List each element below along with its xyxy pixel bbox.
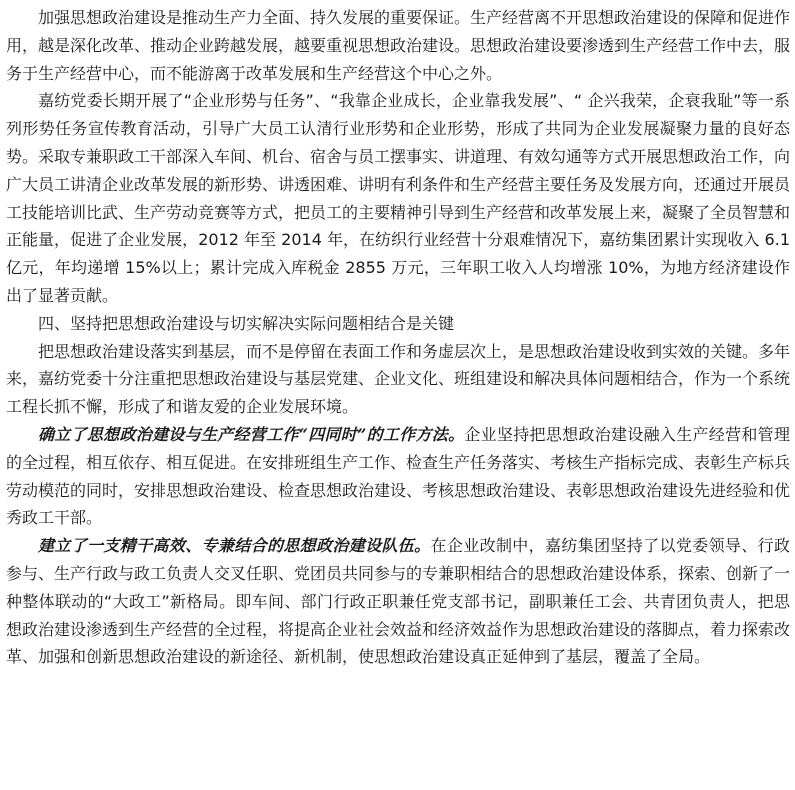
section-heading-four: 四、坚持把思想政治建设与切实解决实际问题相结合是关键 [38, 313, 455, 333]
paragraph-political-guarantee: 加强思想政治建设是推动生产力全面、持久发展的重要保证。生产经营离不开思想政治建设的保障和促进作用，越是深化改革、推动企业跨越发展，越要重视思想政治建设。思想政治建设要渗透到生产经营工作中去，服务于生产经营中心，而不能游离于改革发展和生产经营这个中心之外。 [6, 8, 791, 83]
paragraph-body-four-simultaneous: 企业坚持把思想政治建设融入生产经营和管理的全过程，相互依存、相互促进。在安排班组生产工作、检查生产任务落实、考核生产指标完成、表彰生产标兵劳动模范的同时，安排思想政治建设、检查思想政治建设、考核思想政治建设、表彰思想政治建设先进经验和优秀政工干部。 [6, 424, 791, 528]
document-page [6, 4, 790, 671]
paragraph-body-team-building: 在企业改制中，嘉纺集团坚持了以党委领导、行政参与、生产行政与政工负责人交叉任职、党团员共同参与的专兼职相结合的思想政治建设体系，探索、创新了一种整体联动的“大政工”新格局。即车间、部门行政正职兼任党支部书记，副职兼任工会、共青团负责人，把思想政治建设渗透到生产经营的全过程，将提高企业社会效益和经济效益作为思想政治建设的落脚点，着力探索改革、加强和创新思想政治建设的新途径、新机制，使思想政治建设真正延伸到了基层，覆盖了全局。 [6, 536, 791, 667]
paragraph-four-simultaneous [6, 421, 790, 532]
paragraph-team-building [6, 532, 790, 671]
paragraph-grassroots: 把思想政治建设落实到基层，而不是停留在表面工作和务虚层次上，是思想政治建设收到实效的关键。多年来，嘉纺党委十分注重把思想政治建设与基层党建、企业文化、班组建设和解决具体问题相结合，作为一个系统工程长抓不懈，形成了和谐友爱的企业发展环境。 [6, 341, 791, 417]
paragraph-lead-four-simultaneous: 确立了思想政治建设与生产经营工作“四同时”的工作方法。 [38, 424, 465, 444]
paragraph-lead-team-building: 建立了一支精干高效、专兼结合的思想政治建设队伍。 [38, 536, 431, 556]
paragraph-education-activities: 嘉纺党委长期开展了“企业形势与任务”、“我靠企业成长，企业靠我发展”、“ 企兴我荣，企衰我耻”等一系列形势任务宣传教育活动，引导广大员工认清行业形势和企业形势，形成了共同为企业发展凝聚力量的良好态势。采取专兼职政工干部深入车间、机台、宿舍与员工摆事实、讲道理、有效勾通等方式开展思想政治工作，向广大员工讲清企业改革发展的新形势、讲透困难、讲明有利条件和生产经营主要任务及发展方向，还通过开展员工技能培训比武、生产劳动竞赛等方式，把员工的主要精神引导到生产经营和改革发展上来，凝聚了全员智慧和正能量，促进了企业发展，2012 年至 2014 年，在纺织行业经营十分艰难情况下，嘉纺集团累计实现收入 6.1 亿元，年均递增 15%以上；累计完成入库税金 2855 万元，三年职工收入人均增涨 10%，为地方经济建设作出了显著贡献。 [6, 91, 791, 305]
